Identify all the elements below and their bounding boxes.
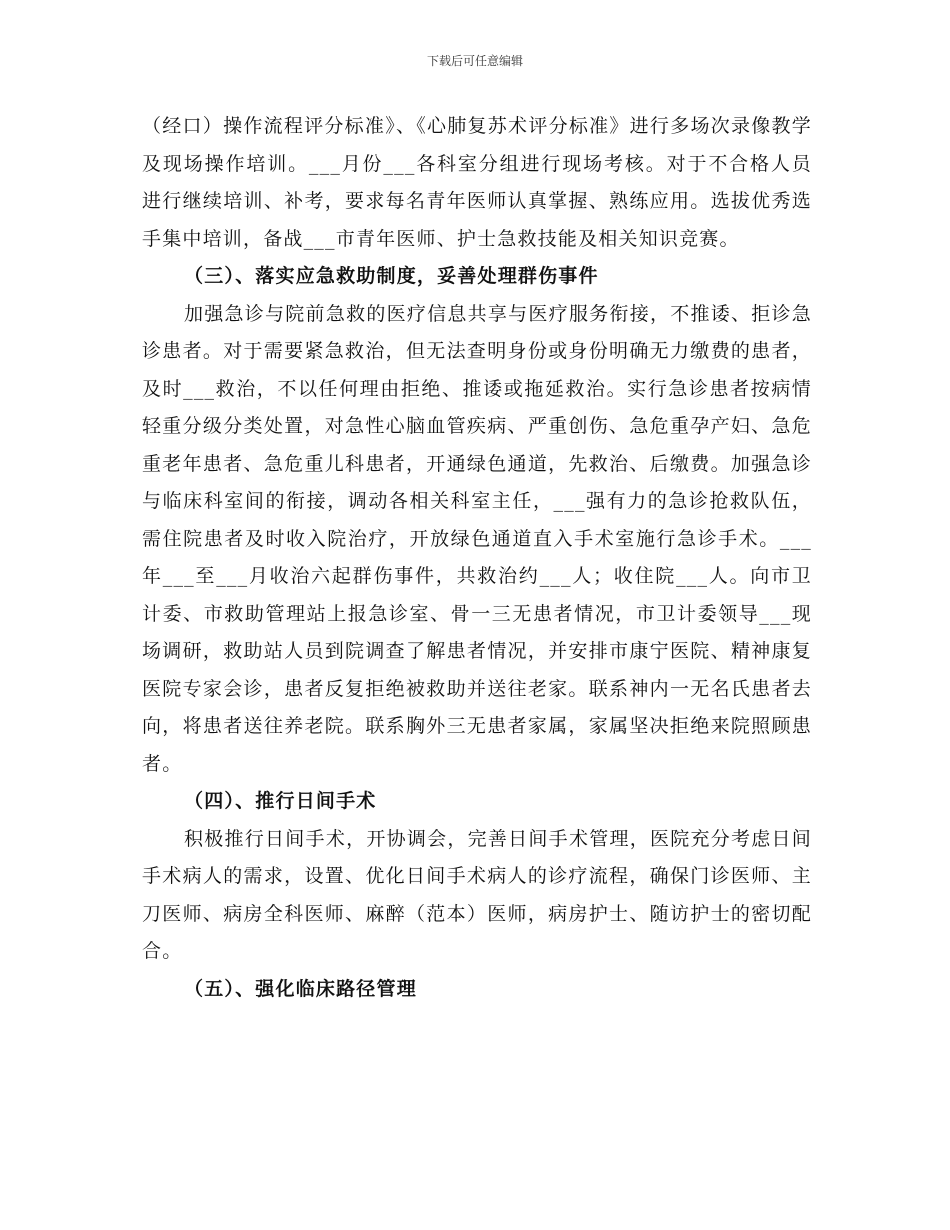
section-heading-4: （四）、推行日间手术	[184, 790, 377, 812]
section-heading-3: （三）、落实应急救助制度，妥善处理群伤事件	[184, 265, 599, 287]
section-heading-5: （五）、强化临床路径管理	[184, 977, 417, 1000]
paragraph-training: （经口）操作流程评分标准》、《心肺复苏术评分标准》进行多场次录像教学及现场操作培训。___月份___各科室分组进行现场考核。对于不合格人员进行继续培训、补考，要求每名青年医师认真掌握、熟练应用。选拔优秀选手集中培训，备战___市青年医师、护士急救技能及相关知识竞赛。	[142, 115, 812, 250]
document-body	[142, 108, 812, 1008]
page-header: 下载后可任意编辑	[426, 54, 523, 68]
paragraph-emergency-aid: 加强急诊与院前急救的医疗信息共享与医疗服务衔接，不推诿、拒诊急诊患者。对于需要紧急救治，但无法查明身份或身份明确无力缴费的患者，及时___救治，不以任何理由拒绝、推诿或拖延救治。实行急诊患者按病情轻重分级分类处置，对急性心脑血管疾病、严重创伤、急危重孕产妇、急危重老年患者、急危重儿科患者，开通绿色通道，先救治、后缴费。加强急诊与临床科室间的衔接，调动各相关科室主任，___强有力的急诊抢救队伍，需住院患者及时收入院治疗，开放绿色通道直入手术室施行急诊手术。___年___至___月收治六起群伤事件，共救治约___人；收住院___人。向市卫计委、市救助管理站上报急诊室、骨一三无患者情况，市卫计委领导___现场调研，救助站人员到院调查了解患者情况，并安排市康宁医院、精神康复医院专家会诊，患者反复拒绝被救助并送往老家。联系神内一无名氏患者去向，将患者送往养老院。联系胸外三无患者家属，家属坚决拒绝来院照顾患者。	[142, 302, 812, 775]
paragraph-day-surgery: 积极推行日间手术，开协调会，完善日间手术管理，医院充分考虑日间手术病人的需求，设置、优化日间手术病人的诊疗流程，确保门诊医师、主刀医师、病房全科医师、麻醉（范本）医师，病房护士、随访护士的密切配合。	[142, 827, 812, 962]
